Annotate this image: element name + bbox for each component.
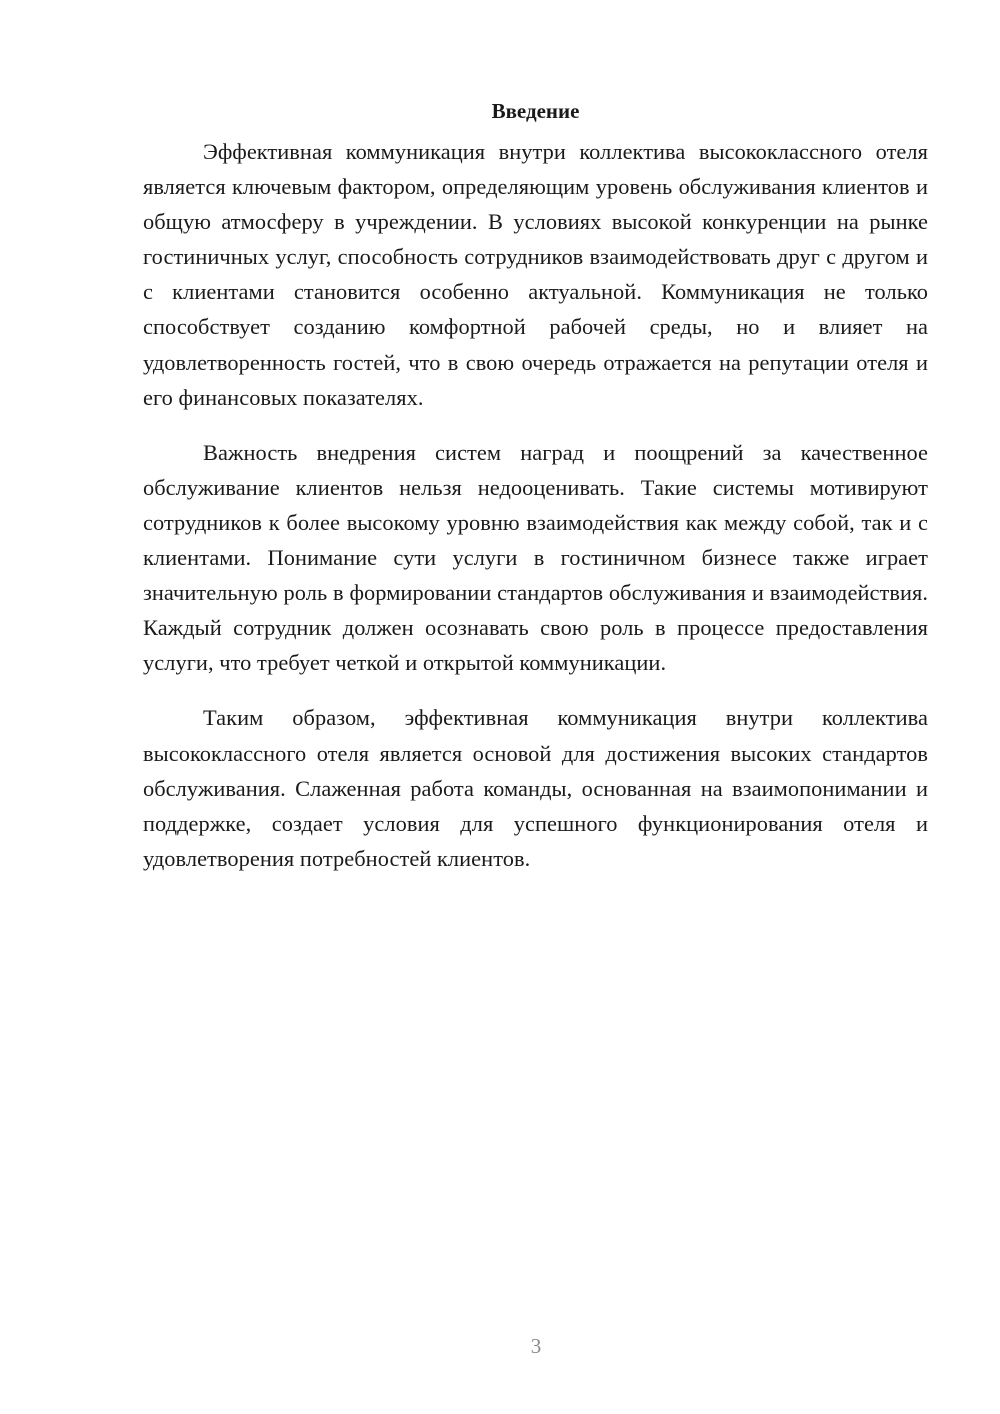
page-content: [143, 96, 928, 896]
page-number: 3: [530, 1334, 542, 1358]
paragraph-2: Важность внедрения систем наград и поощрений за качественное обслуживание клиентов нельзя недооценивать. Такие системы мотивируют сотрудников к более высокому уровню взаимодействия как между собой, так и с клиентами. Понимание сути услуги в гостиничном бизнесе также играет значительную роль в формировании стандартов обслуживания и взаимодействия. Каждый сотрудник должен осознавать свою роль в процессе предоставления услуги, что требует четкой и открытой коммуникации.: [143, 439, 928, 676]
section-title: Введение: [491, 99, 580, 123]
paragraph-1: Эффективная коммуникация внутри коллектива высококлассного отеля является ключевым фактором, определяющим уровень обслуживания клиентов и общую атмосферу в учреждении. В условиях высокой конкуренции на рынке гостиничных услуг, способность сотрудников взаимодействовать друг с другом и с клиентами становится особенно актуальной. Коммуникация не только способствует созданию комфортной рабочей среды, но и влияет на удовлетворенность гостей, что в свою очередь отражается на репутации отеля и его финансовых показателях.: [143, 139, 928, 410]
paragraph-3: Таким образом, эффективная коммуникация внутри коллектива высококлассного отеля является основой для достижения высоких стандартов обслуживания. Слаженная работа команды, основанная на взаимопонимании и поддержке, создает условия для успешного функционирования отеля и удовлетворения потребностей клиентов.: [143, 705, 928, 871]
